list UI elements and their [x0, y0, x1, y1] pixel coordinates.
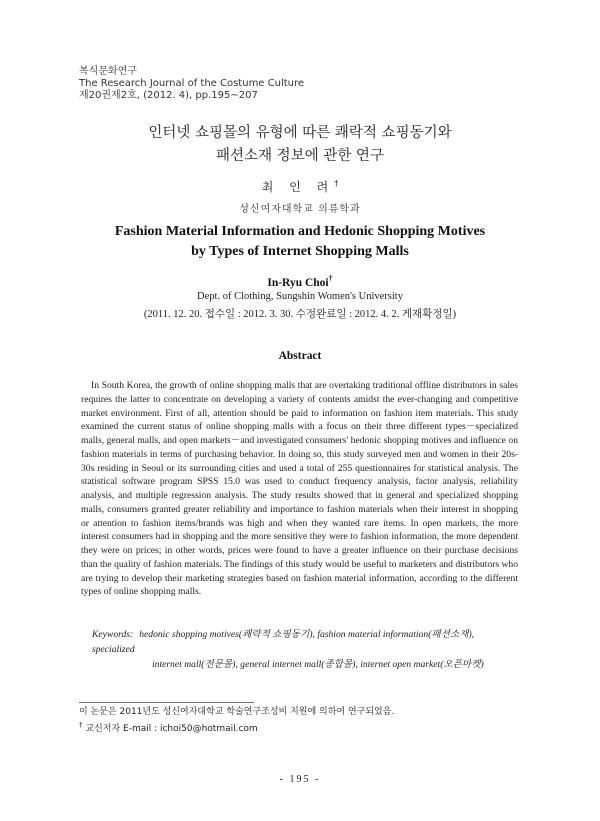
keywords-line-1: hedonic shopping motives(쾌락적 쇼핑동기), fashion material information(패션소재), specialized	[92, 629, 475, 655]
journal-header	[79, 66, 304, 102]
english-title-line-2: by Types of Internet Shopping Malls	[191, 244, 409, 259]
footnote-divider	[79, 702, 254, 703]
korean-title-line-1: 인터넷 쇼핑몰의 유형에 따른 쾌락적 쇼핑동기와	[148, 125, 452, 141]
keywords	[92, 627, 518, 672]
abstract-paragraph: In South Korea, the growth of online shopping malls that are overtaking traditional offline distributors in sales requires the latter to concentrate on developing a variety of contents amidst the ever-changing and competitive market environment. First of all, attention should be paid to information on fashion item materials. This study examined the current status of online shopping malls with a focus on their three different types－specialized malls, general malls, and open markets－and investigated consumers' hedonic shopping motives and influence on fashion materials in terms of purchasing behavior. In doing so, this study surveyed men and women in their 20s-30s residing in Seoul or its surrounding cities and used a total of 255 questionnaires for statistical analysis. The statistical software program SPSS 15.0 was used to conduct frequency analysis, factor analysis, reliability analysis, and multiple regression analysis. The study results showed that in general and specialized shopping malls, consumers granted greater reliability and importance to fashion materials when their interest in shopping or attention to fashion items/brands was high and when they wanted rare items. In open markets, the more interest consumers had in shopping and the more sensitive they were to fashion information, the more dependent they were on prices; in other words, prices were found to have a greater influence on their purchase decisions than the quality of fashion materials. The findings of this study would be useful to marketers and distributors who are trying to develop their marketing strategies based on fashion material information, according to the different types of online shopping malls.	[81, 380, 518, 598]
english-author-mark: †	[328, 274, 333, 283]
volume-info: 제20권제2호, (2012. 4), pp.195∼207	[79, 90, 258, 101]
korean-author-name: 최 인 려	[261, 180, 335, 194]
keywords-line-2: internet mall(전문몰), general internet mall(종합몰), internet open market(오픈마켓)	[152, 659, 484, 670]
footnotes	[79, 706, 394, 736]
english-title-line-1: Fashion Material Information and Hedonic Shopping Motives	[114, 224, 486, 239]
korean-title-line-2: 패션소재 정보에 관한 연구	[216, 148, 384, 164]
abstract-heading: Abstract	[278, 350, 322, 362]
korean-title	[0, 122, 600, 168]
korean-author	[0, 178, 600, 195]
journal-name-korean: 복식문화연구	[79, 66, 137, 77]
corresponding-author-mark: †	[334, 179, 339, 188]
footnote-mark: †	[79, 721, 83, 729]
korean-affiliation: 성신여자대학교 의류학과	[239, 204, 361, 215]
keywords-label: Keywords:	[92, 629, 134, 640]
submission-dates: (2011. 12. 20. 접수일 : 2012. 3. 30. 수정완료일 : 2012. 4. 2. 게재확정일)	[143, 309, 457, 320]
abstract-body	[81, 379, 518, 599]
page-number: - 195 -	[279, 774, 321, 785]
funding-note: 이 논문은 2011년도 성신여자대학교 학술연구조성비 지원에 의하여 연구되었음.	[79, 707, 395, 717]
journal-name-english: The Research Journal of the Costume Culture	[79, 78, 305, 89]
corresponding-author-note	[79, 719, 394, 736]
english-title	[0, 222, 600, 262]
english-affiliation: Dept. of Clothing, Sungshin Women's University	[197, 291, 403, 302]
english-author	[0, 274, 600, 289]
english-author-name: In-Ryu Choi	[267, 276, 329, 289]
corresponding-author-email: 교신저자 E-mail : ichoi50@hotmail.com	[85, 724, 258, 734]
